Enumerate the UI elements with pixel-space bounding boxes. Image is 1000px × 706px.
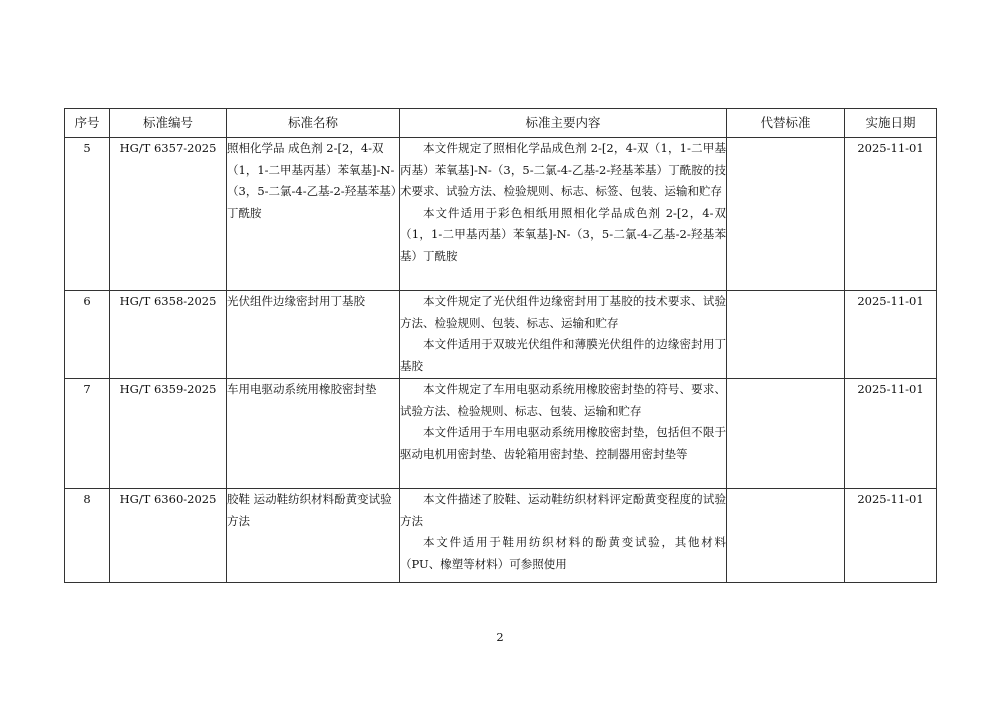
row-implementation-date: 2025-11-01 (845, 489, 937, 583)
table-row (65, 138, 937, 291)
row-serial: 6 (65, 291, 110, 379)
table-row (65, 489, 937, 583)
row-implementation-date: 2025-11-01 (845, 379, 937, 489)
row-standard-name: 照相化学品 成色剂 2-[2，4-双（1，1-二甲基丙基）苯氧基]-N-（3，5-二氯-4-乙基-2-羟基苯基）丁酰胺 (227, 138, 400, 291)
row-standard-code: HG/T 6357-2025 (110, 138, 227, 291)
row-standard-code: HG/T 6358-2025 (110, 291, 227, 379)
content-paragraph: 本文件适用于车用电驱动系统用橡胶密封垫，包括但不限于驱动电机用密封垫、齿轮箱用密封垫、控制器用密封垫等 (400, 425, 726, 461)
row-main-content (400, 489, 727, 583)
row-standard-name: 胶鞋 运动鞋纺织材料酚黄变试验方法 (227, 489, 400, 583)
row-replaced-standard (727, 138, 845, 291)
row-standard-code: HG/T 6360-2025 (110, 489, 227, 583)
row-replaced-standard (727, 291, 845, 379)
content-paragraph: 本文件适用于双玻光伏组件和薄膜光伏组件的边缘密封用丁基胶 (400, 337, 726, 373)
content-paragraph: 本文件适用于彩色相纸用照相化学品成色剂 2-[2，4-双（1，1-二甲基丙基）苯氧基]-N-（3，5-二氯-4-乙基-2-羟基苯基）丁酰胺 (400, 205, 726, 263)
header-replaced-standard: 代替标准 (727, 109, 845, 138)
row-implementation-date: 2025-11-01 (845, 138, 937, 291)
row-serial: 8 (65, 489, 110, 583)
header-serial: 序号 (65, 109, 110, 138)
row-replaced-standard (727, 489, 845, 583)
row-main-content (400, 379, 727, 489)
row-standard-code: HG/T 6359-2025 (110, 379, 227, 489)
row-main-content (400, 138, 727, 291)
content-paragraph: 本文件规定了照相化学品成色剂 2-[2，4-双（1，1-二甲基丙基）苯氧基]-N-（3，5-二氯-4-乙基-2-羟基苯基）丁酰胺的技术要求、试验方法、检验规则、标志、标签、包装、运输和贮存 (400, 141, 726, 199)
row-standard-name: 车用电驱动系统用橡胶密封垫 (227, 379, 400, 489)
row-standard-name: 光伏组件边缘密封用丁基胶 (227, 291, 400, 379)
standards-table (64, 108, 937, 583)
header-standard-name: 标准名称 (227, 109, 400, 138)
table-header-row (65, 109, 937, 138)
header-standard-code: 标准编号 (110, 109, 227, 138)
content-paragraph: 本文件适用于鞋用纺织材料的酚黄变试验，其他材料（PU、橡塑等材料）可参照使用 (400, 535, 726, 571)
row-implementation-date: 2025-11-01 (845, 291, 937, 379)
content-paragraph: 本文件规定了车用电驱动系统用橡胶密封垫的符号、要求、试验方法、检验规则、标志、包装、运输和贮存 (400, 382, 726, 418)
row-serial: 7 (65, 379, 110, 489)
content-paragraph: 本文件规定了光伏组件边缘密封用丁基胶的技术要求、试验方法、检验规则、包装、标志、运输和贮存 (400, 294, 726, 330)
header-main-content: 标准主要内容 (400, 109, 727, 138)
header-implementation-date: 实施日期 (845, 109, 937, 138)
table-row (65, 379, 937, 489)
row-replaced-standard (727, 379, 845, 489)
table-row (65, 291, 937, 379)
content-paragraph: 本文件描述了胶鞋、运动鞋纺织材料评定酚黄变程度的试验方法 (400, 492, 726, 528)
row-main-content (400, 291, 727, 379)
page-number: 2 (496, 630, 504, 644)
row-serial: 5 (65, 138, 110, 291)
